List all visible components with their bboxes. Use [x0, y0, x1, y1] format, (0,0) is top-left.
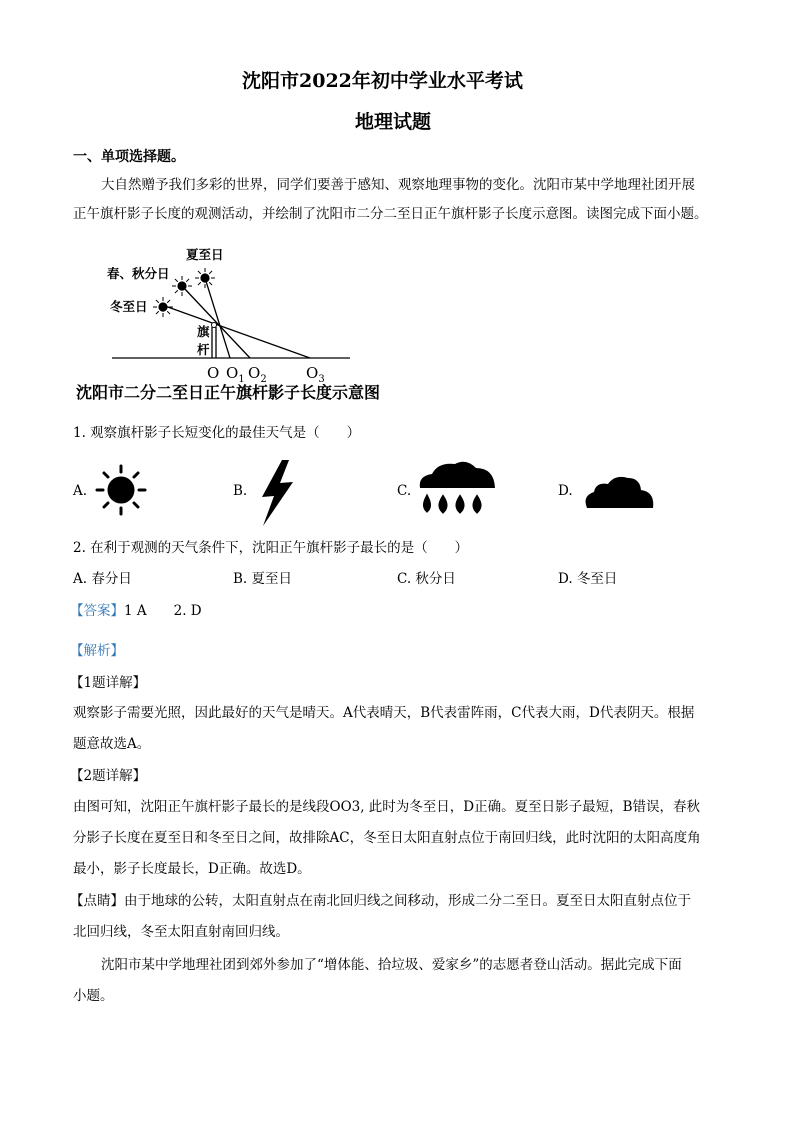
page-title: 沈阳市2022年初中学业水平考试: [242, 70, 523, 92]
detail-1-heading: 【1题详解】: [70, 675, 147, 691]
detail-1-line: 题意故选A。: [73, 736, 151, 752]
q2-option-b: B. 夏至日: [233, 571, 293, 587]
detail-1-line: 观察影子需要光照，因此最好的天气是晴天。A代表晴天，B代表雷阵雨，C代表大雨，D代表阴天。根据: [73, 705, 695, 721]
q2-option-c: C. 秋分日: [397, 571, 456, 587]
analysis-tag: 【解析】: [70, 643, 124, 659]
option-c-label: C.: [397, 483, 412, 499]
heavy-rain-cloud-icon: [420, 462, 495, 511]
point-o3: $O_3$: [306, 364, 325, 385]
point-o2: $O_2$: [248, 364, 267, 385]
next-intro-line: 小题。: [73, 988, 114, 1004]
intro-line: 大自然赠予我们多彩的世界，同学们要善于感知、观察地理事物的变化。沈阳市某中学地理社团开展: [101, 177, 695, 193]
option-d-label: D.: [558, 483, 573, 499]
equinox-label: 春、秋分日: [107, 266, 170, 281]
answer-tag: 【答案】: [70, 603, 124, 619]
q2-option-d: D. 冬至日: [558, 571, 618, 587]
intro-line: 正午旗杆影子长度的观测活动，并绘制了沈阳市二分二至日正午旗杆影子长度示意图。读图完成下面小题。: [73, 206, 708, 222]
point-o1: $O_1$: [226, 364, 245, 385]
question-1: 1. 观察旗杆影子长短变化的最佳天气是（ ）: [73, 425, 361, 441]
cloud-icon: [586, 477, 654, 508]
weather-icons: [0, 0, 793, 540]
summer-solstice-label: 夏至日: [186, 247, 224, 262]
pole-label: 旗: [197, 324, 210, 339]
section-heading: 一、单项选择题。: [73, 149, 185, 165]
winter-solstice-label: 冬至日: [110, 299, 148, 314]
page-subtitle: 地理试题: [355, 111, 432, 133]
note-line: 北回归线，冬至太阳直射南回归线。: [73, 924, 289, 940]
diagram-caption: 沈阳市二分二至日正午旗杆影子长度示意图: [76, 383, 381, 402]
detail-2-line: 最小，影子长度最长，D正确。故选D。: [73, 861, 311, 877]
detail-2-heading: 【2题详解】: [70, 768, 147, 784]
detail-2-line: 分影子长度在夏至日和冬至日之间，故排除AC，冬至日太阳直射点位于南回归线，此时沈阳的太阳高度角: [73, 830, 701, 846]
lightning-icon: [262, 460, 293, 526]
answer-line: 【答案】1 A 2. D: [70, 603, 202, 619]
detail-2-line: 由图可知，沈阳正午旗杆影子最长的是线段OO3, 此时为冬至日，D正确。夏至日影子最短，B错误，春秋: [73, 799, 701, 815]
q2-option-a: A. 春分日: [73, 571, 132, 587]
option-b-label: B.: [233, 483, 248, 499]
question-2: 2. 在利于观测的天气条件下，沈阳正午旗杆影子最长的是（ ）: [73, 540, 469, 556]
note-line: 【点睛】由于地球的公转，太阳直射点在南北回归线之间移动，形成二分二至日。夏至日太阳直射点位于: [70, 893, 691, 909]
point-o: O: [207, 364, 220, 382]
next-intro-line: 沈阳市某中学地理社团到郊外参加了“增体能、拾垃圾、爱家乡”的志愿者登山活动。据此完成下面: [101, 957, 682, 973]
option-a-label: A.: [73, 483, 88, 499]
sun-icon: [97, 466, 145, 514]
pole-label: 杆: [197, 342, 210, 357]
